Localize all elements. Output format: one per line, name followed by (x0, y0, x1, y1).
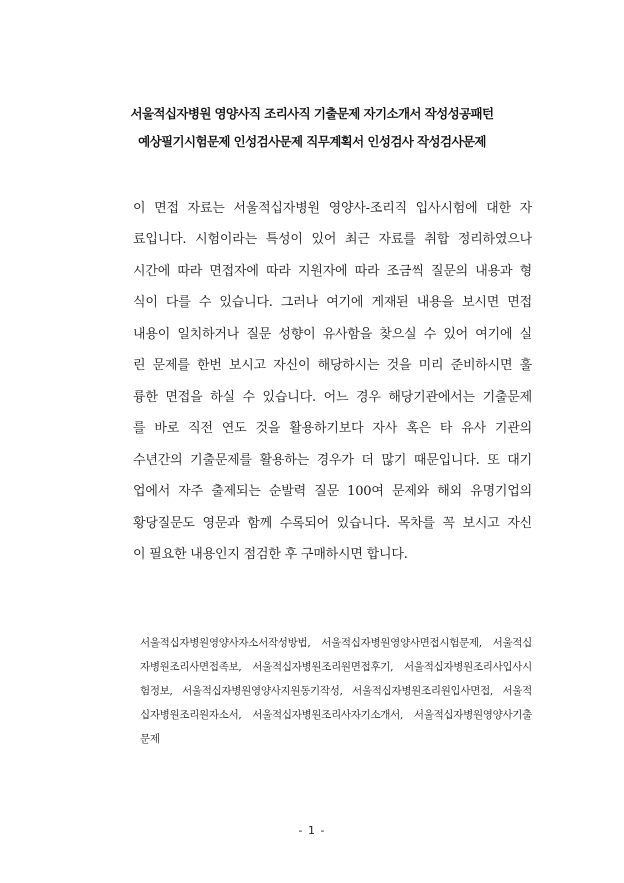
paragraph-line: 륭한 면접을 하실 수 있습니다. 어느 경우 해당기관에서는 기출문제 (133, 390, 532, 405)
document-title-line-2: 예상필기시험문제 인성검사문제 직무계획서 인성검사 작성검사문제 (138, 134, 486, 149)
paragraph-line: 료입니다. 시험이라는 특성이 있어 최근 자료를 취합 정리하였으나 (133, 232, 532, 247)
page-number: - 1 - (298, 824, 326, 837)
keyword-line: 십자병원조리원자소서, 서울적십자병원조리사자기소개서, 서울적십자병원영양사기출 (140, 709, 532, 721)
keyword-line: 험정보, 서울적십자병원영양사지원동기작성, 서울적십자병원조리원입사면접, 서울적 (140, 685, 532, 697)
paragraph-line: 업에서 자주 출제되는 순발력 질문 100여 문제와 해외 유명기업의 (133, 484, 532, 499)
document-title-line-1: 서울적십자병원 영양사직 조리사직 기출문제 자기소개서 작성성공패턴 (130, 106, 494, 121)
paragraph-line: 황당질문도 영문과 함께 수록되어 있습니다. 목차를 꼭 보시고 자신 (133, 516, 532, 531)
keyword-line: 서울적십자병원영양사자소서작성방법, 서울적십자병원영양사면접시험문제, 서울적십 (140, 637, 532, 649)
paragraph-line: 수년간의 기출문제를 활용하는 경우가 더 많기 때문입니다. 또 대기 (133, 453, 532, 468)
keyword-line: 문제 (140, 733, 160, 745)
keyword-line: 자병원조리사면접족보, 서울적십자병원조리원면접후기, 서울적십자병원조리사입사시 (140, 661, 532, 673)
paragraph-line: 를 바로 직전 연도 것을 활용하기보다 자사 혹은 타 유사 기관의 (133, 421, 532, 436)
paragraph-line: 내용이 일치하거나 질문 성향이 유사함을 찾으실 수 있어 여기에 실 (133, 327, 532, 342)
paragraph-line: 시간에 따라 면접자에 따라 지원자에 따라 조금씩 질문의 내용과 형 (133, 264, 532, 279)
paragraph-line: 식이 다를 수 있습니다. 그러나 여기에 게재된 내용을 보시면 면접 (133, 295, 532, 310)
paragraph-line: 이 필요한 내용인지 점검한 후 구매하시면 합니다. (133, 547, 408, 562)
paragraph-line: 이 면접 자료는 서울적십자병원 영양사-조리직 입사시험에 대한 자 (133, 201, 532, 216)
paragraph-line: 린 문제를 한번 보시고 자신이 해당하시는 것을 미리 준비하시면 훌 (133, 358, 532, 373)
